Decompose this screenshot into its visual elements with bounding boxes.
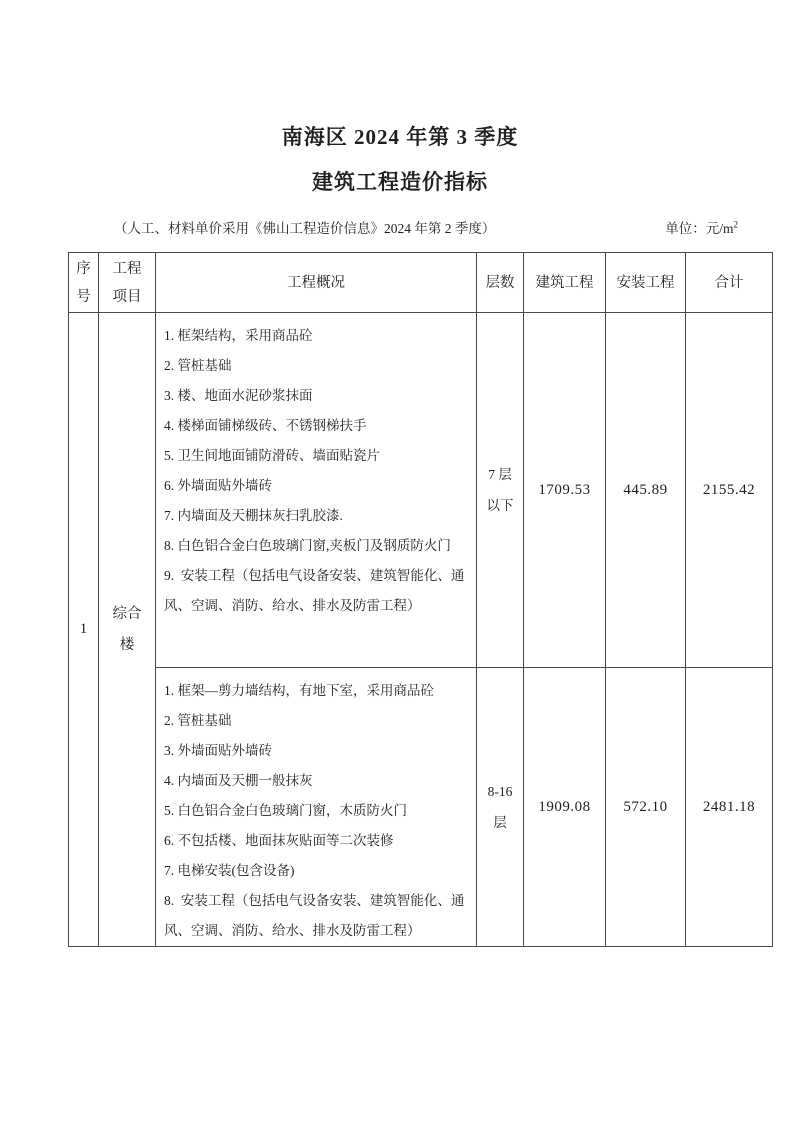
project-cell	[99, 313, 156, 947]
floors-line2: 以下	[486, 498, 514, 513]
header-project-line1: 工程	[112, 260, 142, 277]
overview-cell	[156, 313, 477, 668]
overview-line: 5. 卫生间地面铺防滑砖、墙面贴瓷片	[164, 448, 380, 463]
floors-cell	[477, 313, 524, 668]
meta-row	[68, 217, 772, 237]
overview-line: 1. 框架—剪力墙结构，有地下室，采用商品砼	[164, 683, 434, 698]
overview-line: 2. 管桩基础	[164, 358, 232, 373]
total-cost-cell: 2481.18	[686, 668, 773, 947]
header-project-line2: 项目	[112, 288, 142, 305]
unit-superscript: 2	[733, 219, 738, 230]
seq-cell: 1	[69, 313, 99, 947]
overview-line: 8. 安装工程（包括电气设备安装、建筑智能化、通风、空调、消防、给水、排水及防雷工程）	[164, 893, 465, 938]
overview-line: 6. 不包括楼、地面抹灰贴面等二次装修	[164, 833, 394, 848]
source-note: （人工、材料单价采用《佛山工程造价信息》2024 年第 2 季度）	[114, 221, 496, 236]
header-overview: 工程概况	[156, 253, 477, 313]
overview-line: 6. 外墙面贴外墙砖	[164, 478, 272, 493]
overview-line: 7. 电梯安装(包含设备)	[164, 863, 295, 878]
floors-line1: 8-16	[487, 784, 513, 799]
header-construction: 建筑工程	[524, 253, 606, 313]
overview-line: 8. 白色铝合金白色玻璃门窗,夹板门及钢质防火门	[164, 538, 451, 553]
project-name-line1: 综合	[112, 605, 142, 622]
header-seq-line2: 号	[76, 288, 91, 305]
header-total: 合计	[686, 253, 773, 313]
installation-cost-cell: 445.89	[606, 313, 686, 668]
cost-index-table	[68, 252, 773, 947]
overview-cell	[156, 668, 477, 947]
project-name-line2: 楼	[119, 636, 135, 653]
table-row	[69, 668, 773, 947]
doc-title-line1: 南海区 2024 年第 3 季度	[281, 125, 519, 149]
overview-line: 4. 内墙面及天棚一般抹灰	[164, 773, 313, 788]
installation-cost-cell: 572.10	[606, 668, 686, 947]
floors-cell	[477, 668, 524, 947]
overview-line: 2. 管桩基础	[164, 713, 232, 728]
overview-line: 3. 外墙面贴外墙砖	[164, 743, 272, 758]
unit-text: 单位：元/m	[665, 221, 734, 236]
unit-label	[665, 217, 738, 237]
floors-line2: 层	[493, 815, 507, 830]
header-seq-line1: 序	[76, 260, 91, 277]
doc-title-line2: 建筑工程造价指标	[312, 170, 488, 194]
header-installation: 安装工程	[606, 253, 686, 313]
construction-cost-cell: 1909.08	[524, 668, 606, 947]
construction-cost-cell: 1709.53	[524, 313, 606, 668]
total-cost-cell: 2155.42	[686, 313, 773, 668]
table-header-row	[69, 253, 773, 313]
overview-line: 9. 安装工程（包括电气设备安装、建筑智能化、通风、空调、消防、给水、排水及防雷工程）	[164, 568, 465, 613]
overview-line: 5. 白色铝合金白色玻璃门窗，木质防火门	[164, 803, 407, 818]
overview-line: 3. 楼、地面水泥砂浆抹面	[164, 388, 313, 403]
overview-line: 1. 框架结构，采用商品砼	[164, 328, 313, 343]
overview-line: 4. 楼梯面铺梯级砖、不锈钢梯扶手	[164, 418, 367, 433]
overview-line: 7. 内墙面及天棚抹灰扫乳胶漆.	[164, 508, 343, 523]
floors-line1: 7 层	[488, 467, 512, 482]
header-floors: 层数	[477, 253, 524, 313]
header-project	[99, 253, 156, 313]
header-seq	[69, 253, 99, 313]
table-row	[69, 313, 773, 668]
